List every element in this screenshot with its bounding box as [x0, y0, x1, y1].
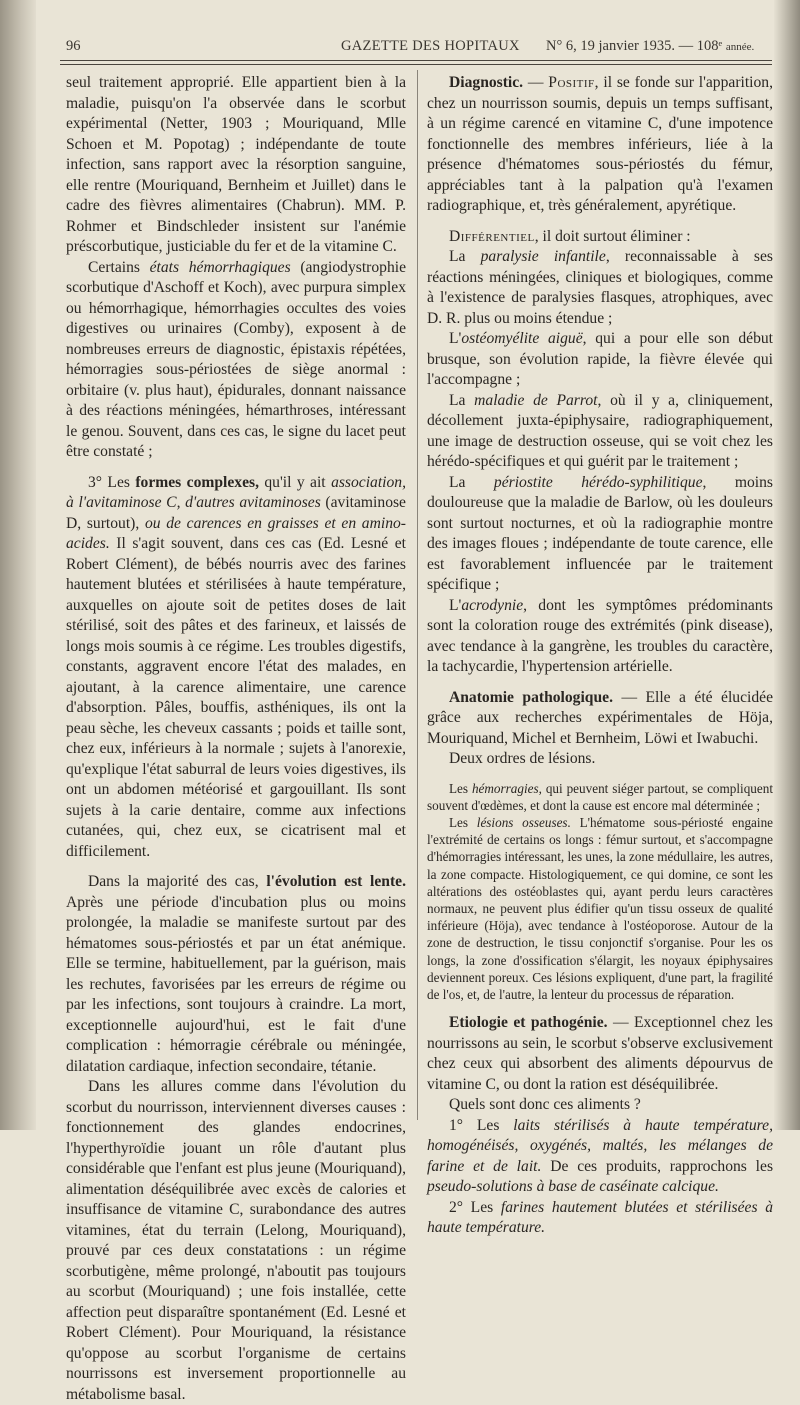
paragraph: Deux ordres de lésions. [449, 750, 596, 767]
paragraph: La maladie de Parrot, où il y a, cliniquement, décollement juxta-épiphysaire, radiographiquement, une image de destruction osseuse, qui se voit chez les hérédo-spécifiques et qui guérit par le traitement ; [427, 391, 773, 470]
page-number: 96 [66, 38, 81, 54]
page-edge-left [0, 0, 36, 1130]
paragraph-small: Les hémorragies, qui peuvent siéger partout, se compliquent souvent d'œdèmes, et dont la cause est encore mal déterminée ; [427, 780, 773, 813]
paragraph: 3° Les formes complexes, qu'il y ait association, à l'avitaminose C, d'autres avitaminoses (avitaminose D, surtout), ou de carences en graisses et en amino-acides. Il s'agit souvent, dans ces cas (Ed. Lesné et Robert Clément), de bébés nourris avec des farines hautement blutées et stérilisées à haute température, auxquelles on ajoute soit de petites doses de lait stérilisé, soit des pâtes et des farineux, et laissés de longs mois soumis à ce régime. Les troubles digestifs, constants, aggravent encore l'état des malades, en ajoutant, à la carence alimentaire, une carence d'absorption. Pâles, bouffis, asthéniques, ils ont la peau sèche, les cheveux cassants ; poids et taille sont, chez eux, inférieurs à la normale ; sujets à l'anorexie, qu'explique l'état saburral de leurs voies digestives, ils ont un abdomen météorisé et gargouillant. Ils sont sujets à la carie dentaire, comme aux infections cutanées, qui, chez eux, se cicatrisent mal et difficilement. [66, 473, 407, 860]
paragraph-small: Les lésions osseuses. L'hématome sous-périosté engaine l'extrémité de certains os longs : fémur surtout, et s'accompagne d'hémorragies intéressant, les unes, la zone médullaire, les autres, la zone compacte. Histologiquement, ce qui domine, ce sont les altérations des ostéoblastes qui, ayant perdu leurs caractères normaux, ne peuvent plus édifier qu'un tissu osseux de qualité inférieure (Höja), avec tendance à l'ostéoporose. Autour de la zone de destruction, le tissu conjonctif s'organise. Pour les os longs, la zone d'ossification s'élargit, les noyaux épiphysaires deviennent poreux. Ces lésions expliquent, d'une part, la fragilité de l'os, et, de l'autre, la lenteur du processus de réparation. [427, 814, 774, 1002]
paragraph: Quels sont donc ces aliments ? [449, 1096, 641, 1114]
left-column [66, 73, 406, 1405]
paragraph: L'acrodynie, dont les symptômes prédominants sont la coloration rouge des extrémités (pink disease), avec tendance à la gangrène, les troubles du caractère, la tachycardie, l'hypertension artérielle. [427, 596, 773, 675]
running-header [58, 38, 770, 58]
paragraph: Différentiel, il doit surtout éliminer : [449, 227, 691, 245]
header-rule-top [60, 60, 772, 61]
issue-info: N° 6, 19 janvier 1935. — 108ᵉ année. [546, 38, 755, 54]
section-etiologie: Etiologie et pathogénie. — Exceptionnel chez les nourrissons au sein, le scorbut s'observe exclusivement chez ceux qui absorbent des aliments dépourvus de vitamine C, ou dont la ration est déséquilibrée. [427, 1014, 773, 1093]
paragraph: seul traitement approprié. Elle appartient bien à la maladie, puisqu'on l'a observée dans le scorbut expérimental (Netter, 1903 ; Mouriquand, Mlle Schoen et M. Popotag) ; indépendante de toute infection, sans rapport avec la résorption sanguine, elle rentre (Mouriquand, Bernheim et Juillet) dans le cadre des fièvres alimentaires (Chabrun). MM. P. Rohmer et Bindschleder insistent sur l'anémie préscorbutique, justiciable du fer et de la vitamine C. [66, 74, 406, 255]
journal-title: GAZETTE DES HOPITAUX [341, 38, 520, 54]
paragraph: La périostite hérédo-syphilitique, moins douloureuse que la maladie de Barlow, où les douleurs sont surtout nocturnes, et où la radiographie montre des images floues ; indépendante de toute carence, elle est favorablement influencée par le traitement spécifique ; [427, 473, 773, 593]
section-anatomie: Anatomie pathologique. — Elle a été élucidée grâce aux recherches expérimentales de Höja, Mouriquand, Michel et Bernheim, Löwi et Iwabuchi. [427, 688, 773, 747]
section-diagnostic: Diagnostic. — Positif, il se fonde sur l'apparition, chez un nourrisson soumis, depuis un temps suffisant, à un régime carencé en vitamine C, d'une impotence fonctionnelle des membres inférieurs, liée à la présence d'hématomes sous-périostés du fémur, appréciables tant à la palpation qu'à l'examen radiographique, et, très généralement, apyrétique. [427, 74, 774, 214]
paragraph: Dans la majorité des cas, l'évolution est lente. Après une période d'incubation plus ou moins prolongée, la maladie se manifeste surtout par des hématomes sous-périostés et par un état anémique. Elle se termine, habituellement, par la guérison, mais les rechutes, favorisées par les erreurs de régime ou par les infections, sont toujours à craindre. La mort, exceptionnelle aujourd'hui, est le fait d'une complication : hémorragie cérébrale ou méningée, dilatation cardiaque, infection secondaire, tétanie. [66, 873, 406, 1075]
paragraph: La paralysie infantile, reconnaissable à ses réactions méningées, cliniques et biologiques, comme à l'existence de paralysies flasques, atrophiques, avec D. R. plus ou moins étendue ; [427, 248, 773, 327]
paragraph: 2° Les farines hautement blutées et stérilisées à haute température. [427, 1198, 773, 1237]
header-rule-bottom [60, 64, 772, 65]
paragraph: Certains états hémorrhagiques (angiodystrophie scorbutique d'Aschoff et Koch), avec purpura simplex ou hémorrhagique, hémorrhagies occultes des voies digestives ou urinaires (Comby), exposent à de nombreuses erreurs de diagnostic, épistaxis répétées, hémorragies sous-périostées de siège anormal : orbitaire (v. plus haut), épidurales, donnant naissance à des réactions méningées, hémarthroses, intéressant le genou. Souvent, dans ces cas, le signe du lacet peut être constaté ; [66, 258, 406, 460]
right-column [427, 73, 773, 1239]
paragraph: 1° Les laits stérilisés à haute température, homogénéisés, oxygénés, maltés, les mélanges de farine et de lait. De ces produits, rapprochons les pseudo-solutions à base de caséinate calcique. [427, 1116, 774, 1196]
page-edge-right [774, 0, 800, 1130]
paragraph: L'ostéomyélite aiguë, qui a pour elle son début brusque, son évolution rapide, la fièvre élevée qui l'accompagne ; [427, 330, 773, 388]
paragraph: Dans les allures comme dans l'évolution du scorbut du nourrisson, interviennent diverses causes : fonctionnement des glandes endocrines, l'hyperthyroïdie jouant un rôle d'autant plus considérable que l'enfant est plus jeune (Mouriquand), alimentation déséquilibrée avec excès de calories et insuffisance de vitamine C, surabondance des autres vitamines, état du terrain (Lelong, Mouriquand), prouvé par ces deux constatations : un régime scorbutigène, même prolongé, n'aboutit pas toujours au scorbut (Mouriquand) ; une fois installée, cette affection peut disparaître spontanément (Ed. Lesné et Robert Clément). Pour Mouriquand, la résistance qu'oppose au scorbut l'organisme de certains nourrissons est inversement proportionnelle au métabolisme basal. [66, 1078, 406, 1403]
column-separator [417, 70, 418, 1120]
